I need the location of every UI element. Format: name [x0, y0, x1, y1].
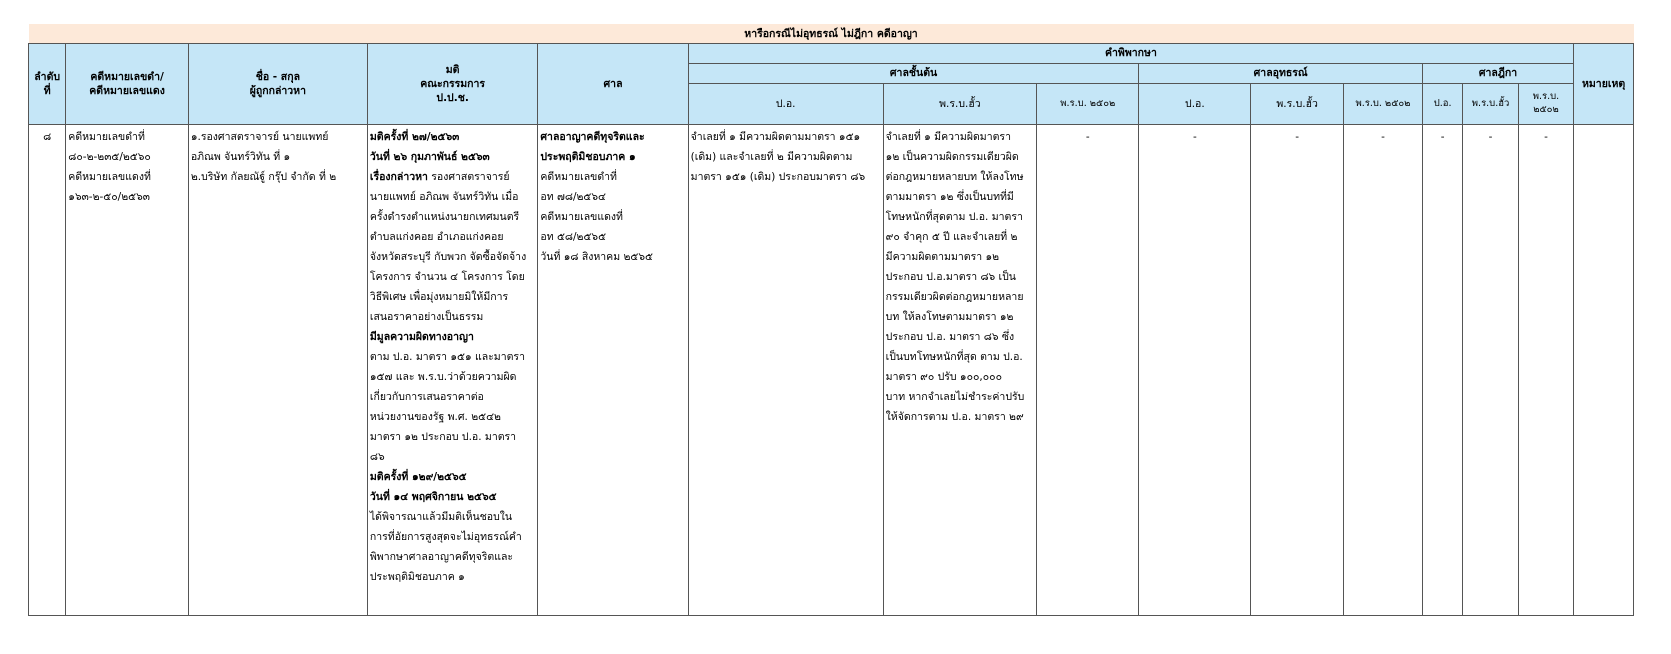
- resolution-line: ๑๕๗ และ พ.ร.บ.ว่าด้วยความผิด: [369, 371, 517, 383]
- cell-supreme-hua: -: [1463, 125, 1518, 616]
- resolution-line: ได้พิจารณาแล้วมีมติเห็นชอบใน: [369, 511, 513, 523]
- court-line: ศาลอาญาคดีทุจริตและ: [540, 131, 645, 143]
- header-judgment: คำพิพากษา: [688, 44, 1574, 64]
- first-hua-line: ๑๒ เป็นความผิดกรรมเดียวผิด: [885, 151, 1019, 163]
- resolution-line: ครั้งดำรงตำแหน่งนายกเทศมนตรี: [369, 211, 520, 223]
- header-appeal-court: ศาลอุทธรณ์: [1139, 64, 1422, 84]
- resolution-line: จังหวัดสระบุรี กับพวก จัดซื้อจัดจ้าง: [369, 251, 527, 263]
- cell-names: ๑.รองศาสตราจารย์ นายแพทย์ อภิณพ จันทร์วิทัน ที่ ๑ ๒.บริษัท กัลยณัฐู์ กรุ๊ป จำกัด ที่ ๒: [188, 125, 367, 616]
- cell-remarks: [1574, 125, 1634, 616]
- resolution-line: นายแพทย์ อภิณพ จันทร์วิทัน เมื่อ: [369, 191, 519, 203]
- first-hua-line: เป็นบทโทษหนักที่สุด ตาม ป.อ.: [885, 351, 1023, 363]
- first-hua-line: กรรมเดียวผิดต่อกฎหมายหลาย: [885, 291, 1024, 303]
- cell-first-2502: -: [1037, 125, 1139, 616]
- resolution-line: การที่อัยการสูงสุดจะไม่อุทธรณ์คำ: [369, 531, 522, 543]
- resolution-line: มีมูลความผิดทางอาญา: [369, 331, 474, 343]
- resolution-line: โครงการ จำนวน ๔ โครงการ โดย: [369, 271, 525, 283]
- header-first-pa: ป.อ.: [688, 84, 883, 125]
- resolution-line: วันที่ ๑๔ พฤศจิกายน ๒๕๖๕: [369, 491, 497, 503]
- header-appeal-2502: พ.ร.บ. ๒๕๐๒: [1344, 84, 1423, 125]
- court-line: อท ๕๘/๒๕๖๕: [540, 231, 607, 243]
- cell-resolution: [367, 125, 538, 616]
- resolution-line: ประพฤติมิชอบภาค ๑: [369, 571, 465, 583]
- resolution-line: เสนอราคาอย่างเป็นธรรม: [369, 311, 484, 323]
- document-sheet: [28, 24, 1634, 654]
- court-line: คดีหมายเลขดำที่: [540, 171, 617, 183]
- header-supreme-hua: พ.ร.บ.ฮั้ว: [1463, 84, 1518, 125]
- cell-supreme-pa: -: [1422, 125, 1462, 616]
- header-remarks: หมายเหตุ: [1574, 44, 1634, 125]
- court-line: ประพฤติมิชอบภาค ๑: [540, 151, 636, 163]
- resolution-line: วิธีพิเศษ เพื่อมุ่งหมายมิให้มีการ: [369, 291, 509, 303]
- resolution-line: ๘๖: [369, 451, 385, 463]
- resolution-line: มาตรา ๑๒ ประกอบ ป.อ. มาตรา: [369, 431, 517, 443]
- resolution-line: เรื่องกล่าวหา รองศาสตราจารย์: [369, 171, 510, 183]
- header-first-2502: พ.ร.บ. ๒๕๐๒: [1037, 84, 1139, 125]
- court-line: วันที่ ๑๘ สิงหาคม ๒๕๖๕: [540, 251, 653, 263]
- first-hua-line: ต่อกฎหมายหลายบท ให้ลงโทษ: [885, 171, 1024, 183]
- cell-court: [538, 125, 688, 616]
- header-supreme-2502: พ.ร.บ. ๒๕๐๒: [1518, 84, 1573, 125]
- cell-first-pa: จำเลยที่ ๑ มีความผิดตามมาตรา ๑๕๑ (เดิม) และจำเลยที่ ๒ มีความผิดตาม มาตรา ๑๕๑ (เดิม) ประกอบมาตรา ๘๖: [688, 125, 883, 616]
- resolution-line: ตำบลแก่งคอย อำเภอแก่งคอย: [369, 231, 504, 243]
- cell-no: ๘: [29, 125, 66, 616]
- header-first-hua: พ.ร.บ.ฮั้ว: [883, 84, 1036, 125]
- first-hua-line: มาตรา ๙๐ ปรับ ๑๐๐,๐๐๐: [885, 371, 1002, 383]
- first-hua-line: ให้จัดการตาม ป.อ. มาตรา ๒๙: [885, 411, 1024, 423]
- first-hua-line: โทษหนักที่สุดตาม ป.อ. มาตรา: [885, 211, 1023, 223]
- cell-appeal-pa: -: [1139, 125, 1251, 616]
- header-resolution: มติ คณะกรรมการ ป.ป.ช.: [367, 44, 538, 125]
- first-hua-line: ประกอบ ป.อ.มาตรา ๘๖ เป็น: [885, 271, 1016, 283]
- cell-appeal-2502: -: [1344, 125, 1423, 616]
- header-court: ศาล: [538, 44, 688, 125]
- court-line: อท ๗๘/๒๕๖๔: [540, 191, 606, 203]
- resolution-line: วันที่ ๒๖ กุมภาพันธ์ ๒๕๖๓: [369, 151, 490, 163]
- header-no: ลำดับ ที่: [29, 44, 66, 125]
- header-appeal-hua: พ.ร.บ.ฮั้ว: [1251, 84, 1344, 125]
- cell-supreme-2502: -: [1518, 125, 1573, 616]
- resolution-line: ตาม ป.อ. มาตรา ๑๕๑ และมาตรา: [369, 351, 525, 363]
- first-hua-line: ประกอบ ป.อ. มาตรา ๘๖ ซึ่ง: [885, 331, 1015, 343]
- cell-first-hua: [883, 125, 1036, 616]
- header-case-no: คดีหมายเลขดำ/ คดีหมายเลขแดง: [66, 44, 189, 125]
- header-supreme-court: ศาลฎีกา: [1422, 64, 1573, 84]
- resolution-line: มติครั้งที่ ๑๒๙/๒๕๖๕: [369, 471, 467, 483]
- header-appeal-pa: ป.อ.: [1139, 84, 1251, 125]
- resolution-line: หน่วยงานของรัฐ พ.ศ. ๒๕๔๒: [369, 411, 501, 423]
- header-supreme-pa: ป.อ.: [1422, 84, 1462, 125]
- first-hua-line: บท ให้ลงโทษตามมาตรา ๑๒: [885, 311, 1014, 323]
- resolution-line: พิพากษาศาลอาญาคดีทุจริตและ: [369, 551, 514, 563]
- first-hua-line: ๙๐ จำคุก ๕ ปี และจำเลยที่ ๒: [885, 231, 1018, 243]
- first-hua-line: มีความผิดตามมาตรา ๑๒: [885, 251, 1000, 263]
- cell-case-no: คดีหมายเลขดำที่ ๘๐-๒-๒๓๕/๒๕๖๐ คดีหมายเลขแดงที่ ๑๖๓-๒-๕๐/๒๕๖๓: [66, 125, 189, 616]
- table-title: หารือกรณีไม่อุทธรณ์ ไม่ฎีกา คดีอาญา: [29, 24, 1634, 44]
- first-hua-line: จำเลยที่ ๑ มีความผิดมาตรา: [885, 131, 1011, 143]
- header-first-court: ศาลชั้นต้น: [688, 64, 1139, 84]
- resolution-line: เกี่ยวกับการเสนอราคาต่อ: [369, 391, 484, 403]
- cell-appeal-hua: -: [1251, 125, 1344, 616]
- table-row: [29, 125, 1634, 616]
- header-name: ชื่อ - สกุล ผู้ถูกกล่าวหา: [188, 44, 367, 125]
- court-line: คดีหมายเลขแดงที่: [540, 211, 623, 223]
- first-hua-line: ตามมาตรา ๑๒ ซึ่งเป็นบทที่มี: [885, 191, 1014, 203]
- resolution-line: มติครั้งที่ ๒๗/๒๕๖๓: [369, 131, 460, 143]
- first-hua-line: บาท หากจำเลยไม่ชำระค่าปรับ: [885, 391, 1025, 403]
- cases-table: [28, 24, 1634, 616]
